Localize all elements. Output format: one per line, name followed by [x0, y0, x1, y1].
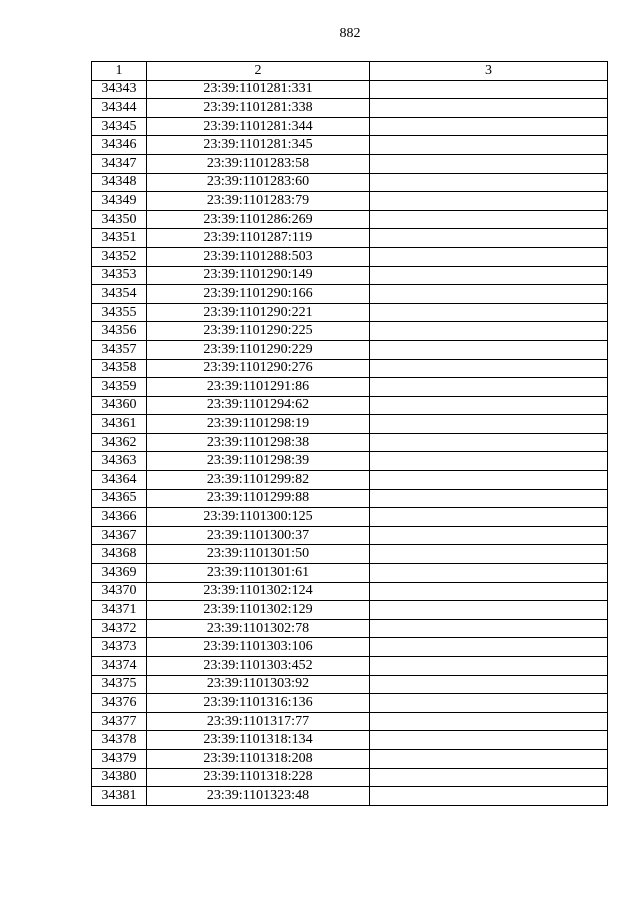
note-cell: [370, 601, 608, 620]
note-cell: [370, 694, 608, 713]
table-header-row: [92, 62, 608, 81]
cadastral-number-cell: 23:39:1101291:86: [147, 378, 370, 397]
table-row: [92, 768, 608, 787]
cadastral-number-cell: 23:39:1101294:62: [147, 396, 370, 415]
row-number-cell: 34375: [92, 675, 147, 694]
table-row: [92, 173, 608, 192]
note-cell: [370, 80, 608, 99]
note-cell: [370, 564, 608, 583]
table-row: [92, 192, 608, 211]
row-number-cell: 34359: [92, 378, 147, 397]
note-cell: [370, 285, 608, 304]
note-cell: [370, 378, 608, 397]
row-number-cell: 34351: [92, 229, 147, 248]
cadastral-number-cell: 23:39:1101303:106: [147, 638, 370, 657]
cadastral-number-cell: 23:39:1101281:338: [147, 99, 370, 118]
table-row: [92, 80, 608, 99]
note-cell: [370, 154, 608, 173]
table-row: [92, 303, 608, 322]
note-cell: [370, 731, 608, 750]
row-number-cell: 34363: [92, 452, 147, 471]
row-number-cell: 34350: [92, 210, 147, 229]
cadastral-number-cell: 23:39:1101281:344: [147, 117, 370, 136]
note-cell: [370, 117, 608, 136]
cadastral-number-cell: 23:39:1101302:124: [147, 582, 370, 601]
row-number-cell: 34374: [92, 657, 147, 676]
note-cell: [370, 749, 608, 768]
registry-table: [91, 61, 608, 806]
note-cell: [370, 452, 608, 471]
table-row: [92, 601, 608, 620]
note-cell: [370, 322, 608, 341]
row-number-cell: 34378: [92, 731, 147, 750]
cadastral-number-cell: 23:39:1101300:125: [147, 508, 370, 527]
note-cell: [370, 229, 608, 248]
note-cell: [370, 359, 608, 378]
cadastral-number-cell: 23:39:1101286:269: [147, 210, 370, 229]
note-cell: [370, 192, 608, 211]
table-row: [92, 545, 608, 564]
row-number-cell: 34346: [92, 136, 147, 155]
note-cell: [370, 508, 608, 527]
table-row: [92, 378, 608, 397]
table-body: [92, 80, 608, 805]
cadastral-number-cell: 23:39:1101298:19: [147, 415, 370, 434]
cadastral-number-cell: 23:39:1101290:229: [147, 340, 370, 359]
note-cell: [370, 582, 608, 601]
table-row: [92, 99, 608, 118]
column-header-1: 1: [92, 62, 147, 81]
note-cell: [370, 396, 608, 415]
cadastral-number-cell: 23:39:1101318:208: [147, 749, 370, 768]
table-row: [92, 657, 608, 676]
note-cell: [370, 433, 608, 452]
table-row: [92, 340, 608, 359]
cadastral-number-cell: 23:39:1101318:228: [147, 768, 370, 787]
note-cell: [370, 657, 608, 676]
table-row: [92, 359, 608, 378]
row-number-cell: 34353: [92, 266, 147, 285]
column-header-2: 2: [147, 62, 370, 81]
cadastral-number-cell: 23:39:1101299:82: [147, 471, 370, 490]
row-number-cell: 34365: [92, 489, 147, 508]
table-row: [92, 229, 608, 248]
row-number-cell: 34343: [92, 80, 147, 99]
cadastral-number-cell: 23:39:1101290:225: [147, 322, 370, 341]
table-row: [92, 526, 608, 545]
table-row: [92, 508, 608, 527]
cadastral-number-cell: 23:39:1101283:79: [147, 192, 370, 211]
cadastral-number-cell: 23:39:1101290:221: [147, 303, 370, 322]
row-number-cell: 34348: [92, 173, 147, 192]
table-row: [92, 471, 608, 490]
cadastral-number-cell: 23:39:1101318:134: [147, 731, 370, 750]
table-row: [92, 489, 608, 508]
note-cell: [370, 99, 608, 118]
table-row: [92, 210, 608, 229]
note-cell: [370, 675, 608, 694]
note-cell: [370, 471, 608, 490]
row-number-cell: 34360: [92, 396, 147, 415]
row-number-cell: 34352: [92, 247, 147, 266]
note-cell: [370, 712, 608, 731]
cadastral-number-cell: 23:39:1101283:58: [147, 154, 370, 173]
table-row: [92, 322, 608, 341]
cadastral-number-cell: 23:39:1101301:50: [147, 545, 370, 564]
table-row: [92, 787, 608, 806]
row-number-cell: 34368: [92, 545, 147, 564]
table-row: [92, 564, 608, 583]
cadastral-number-cell: 23:39:1101316:136: [147, 694, 370, 713]
cadastral-number-cell: 23:39:1101303:92: [147, 675, 370, 694]
cadastral-number-cell: 23:39:1101298:39: [147, 452, 370, 471]
row-number-cell: 34349: [92, 192, 147, 211]
table-row: [92, 433, 608, 452]
table-row: [92, 452, 608, 471]
table-row: [92, 638, 608, 657]
note-cell: [370, 787, 608, 806]
note-cell: [370, 210, 608, 229]
row-number-cell: 34356: [92, 322, 147, 341]
note-cell: [370, 489, 608, 508]
row-number-cell: 34371: [92, 601, 147, 620]
row-number-cell: 34377: [92, 712, 147, 731]
table-row: [92, 619, 608, 638]
cadastral-number-cell: 23:39:1101299:88: [147, 489, 370, 508]
row-number-cell: 34358: [92, 359, 147, 378]
row-number-cell: 34376: [92, 694, 147, 713]
table-row: [92, 415, 608, 434]
row-number-cell: 34355: [92, 303, 147, 322]
note-cell: [370, 415, 608, 434]
table-row: [92, 117, 608, 136]
note-cell: [370, 545, 608, 564]
table-row: [92, 285, 608, 304]
table-row: [92, 396, 608, 415]
table-row: [92, 154, 608, 173]
note-cell: [370, 768, 608, 787]
table-row: [92, 136, 608, 155]
table-row: [92, 712, 608, 731]
cadastral-number-cell: 23:39:1101298:38: [147, 433, 370, 452]
table-row: [92, 731, 608, 750]
table-row: [92, 247, 608, 266]
cadastral-number-cell: 23:39:1101302:78: [147, 619, 370, 638]
row-number-cell: 34345: [92, 117, 147, 136]
note-cell: [370, 526, 608, 545]
row-number-cell: 34381: [92, 787, 147, 806]
note-cell: [370, 173, 608, 192]
cadastral-number-cell: 23:39:1101287:119: [147, 229, 370, 248]
row-number-cell: 34372: [92, 619, 147, 638]
table-row: [92, 749, 608, 768]
cadastral-number-cell: 23:39:1101323:48: [147, 787, 370, 806]
cadastral-number-cell: 23:39:1101317:77: [147, 712, 370, 731]
page-number: 882: [339, 26, 361, 41]
cadastral-number-cell: 23:39:1101301:61: [147, 564, 370, 583]
table-row: [92, 582, 608, 601]
cadastral-number-cell: 23:39:1101281:331: [147, 80, 370, 99]
note-cell: [370, 303, 608, 322]
row-number-cell: 34364: [92, 471, 147, 490]
note-cell: [370, 340, 608, 359]
cadastral-number-cell: 23:39:1101300:37: [147, 526, 370, 545]
row-number-cell: 34344: [92, 99, 147, 118]
row-number-cell: 34373: [92, 638, 147, 657]
note-cell: [370, 136, 608, 155]
cadastral-number-cell: 23:39:1101283:60: [147, 173, 370, 192]
row-number-cell: 34369: [92, 564, 147, 583]
note-cell: [370, 247, 608, 266]
row-number-cell: 34357: [92, 340, 147, 359]
column-header-3: 3: [370, 62, 608, 81]
row-number-cell: 34366: [92, 508, 147, 527]
row-number-cell: 34362: [92, 433, 147, 452]
row-number-cell: 34361: [92, 415, 147, 434]
note-cell: [370, 619, 608, 638]
row-number-cell: 34370: [92, 582, 147, 601]
row-number-cell: 34367: [92, 526, 147, 545]
note-cell: [370, 638, 608, 657]
row-number-cell: 34380: [92, 768, 147, 787]
cadastral-number-cell: 23:39:1101290:149: [147, 266, 370, 285]
note-cell: [370, 266, 608, 285]
cadastral-number-cell: 23:39:1101281:345: [147, 136, 370, 155]
row-number-cell: 34354: [92, 285, 147, 304]
table-row: [92, 675, 608, 694]
row-number-cell: 34379: [92, 749, 147, 768]
cadastral-number-cell: 23:39:1101303:452: [147, 657, 370, 676]
cadastral-number-cell: 23:39:1101290:276: [147, 359, 370, 378]
table-row: [92, 266, 608, 285]
row-number-cell: 34347: [92, 154, 147, 173]
cadastral-number-cell: 23:39:1101288:503: [147, 247, 370, 266]
table-row: [92, 694, 608, 713]
cadastral-number-cell: 23:39:1101302:129: [147, 601, 370, 620]
cadastral-number-cell: 23:39:1101290:166: [147, 285, 370, 304]
